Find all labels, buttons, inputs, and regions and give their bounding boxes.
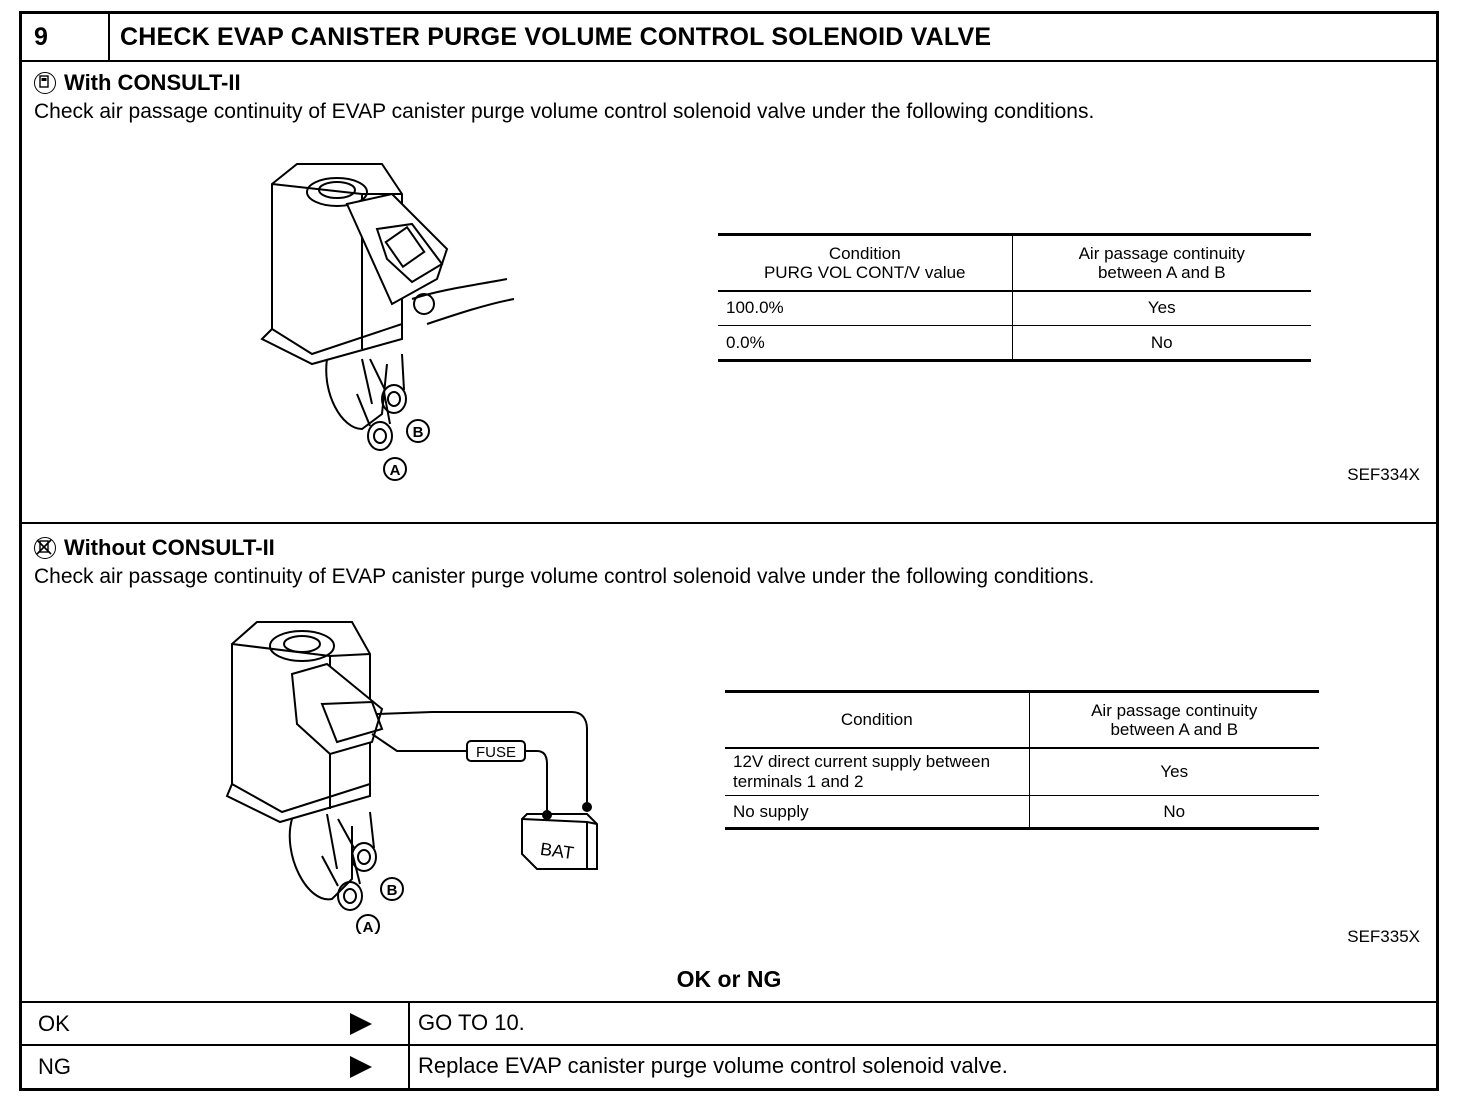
with-consult-heading [34,70,241,96]
step-header [22,14,1436,62]
with-consult-description: Check air passage continuity of EVAP canister purge volume control solenoid valve under the following conditions. [34,100,1095,123]
solenoid-valve-consult-diagram [252,154,532,489]
with-consult-heading-text: With CONSULT-II [64,70,241,95]
condition-column-header: Condition [725,692,1029,748]
arrow-right-icon [350,1056,372,1078]
section-divider [22,522,1436,524]
table-header-row [725,692,1319,748]
port-a-label: A [362,919,374,934]
without-consult-heading-text: Without CONSULT-II [64,535,275,560]
consult-condition-table [718,233,1311,362]
procedure-frame [19,11,1439,1091]
without-consult-description: Check air passage continuity of EVAP canister purge volume control solenoid valve under the following conditions. [34,565,1095,588]
port-b-label: B [412,424,424,441]
condition-cell: 0.0% [718,326,1012,361]
result-action: GO TO 10. [408,1003,525,1045]
continuity-cell: No [1163,801,1186,821]
arrow-right-icon [350,1013,372,1035]
table-header-row [718,235,1311,291]
result-prompt: OK or NG [676,966,782,992]
condition-cell: 100.0% [718,291,1012,326]
step-number: 9 [22,14,110,60]
figure-code: SEF335X [1347,927,1420,946]
condition-cell: No supply [725,796,1029,829]
fuse-label: FUSE [475,744,517,761]
continuity-cell: Yes [1147,298,1176,318]
port-b-label: B [386,882,398,899]
continuity-column-header: Air passage continuity between A and B [1078,243,1245,282]
consult-tool-icon [34,72,56,94]
result-row-ok [22,1001,1436,1045]
battery-label: BAT [538,838,576,864]
port-a-label: A [389,462,401,479]
battery-condition-table [725,690,1319,830]
table-row [725,748,1319,796]
result-action: Replace EVAP canister purge volume control solenoid valve. [408,1046,1008,1088]
table-row [718,291,1311,326]
continuity-cell: No [1150,332,1173,352]
step-title: CHECK EVAP CANISTER PURGE VOLUME CONTROL SOLENOID VALVE [120,23,992,51]
continuity-cell: Yes [1160,761,1189,781]
table-row [725,796,1319,829]
table-row [718,326,1311,361]
result-row-ng [22,1044,1436,1088]
condition-column-header: Condition PURG VOL CONT/V value [718,235,1012,291]
condition-cell: 12V direct current supply between terminals 1 and 2 [725,748,1029,796]
continuity-column-header: Air passage continuity between A and B [1091,700,1258,739]
no-consult-tool-icon [34,537,56,559]
result-label: NG [38,1054,71,1079]
figure-code: SEF334X [1347,465,1420,484]
without-consult-heading [34,535,275,561]
solenoid-valve-battery-diagram [222,614,602,934]
result-label: OK [38,1011,70,1036]
